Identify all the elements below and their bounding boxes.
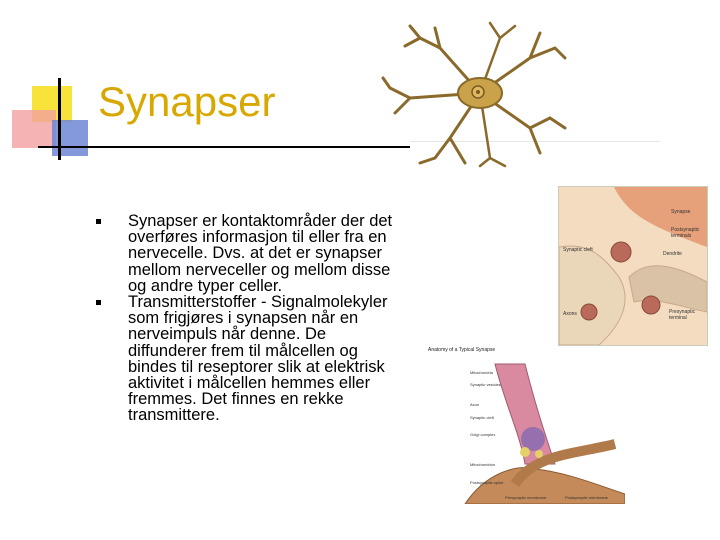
postsynaptic-label: Postsynaptic terminals xyxy=(671,227,700,239)
anatomy-illustration xyxy=(425,344,625,504)
bullet-item xyxy=(96,294,396,424)
bullet-item xyxy=(96,213,396,294)
anatomy-label-presynaptic: Presynaptic membrane xyxy=(505,495,547,500)
anatomy-label-golgi: Golgi complex xyxy=(470,432,496,437)
synapse-diagram xyxy=(558,186,708,346)
bullet-square-icon xyxy=(96,300,101,305)
anatomy-label-mitochondria: Mitochondria xyxy=(470,370,493,375)
title-decoration-red xyxy=(12,110,56,148)
anatomy-label-postsynaptic: Postsynaptic membrane xyxy=(565,495,608,500)
anatomy-label-spine: Postsynaptic spine xyxy=(470,480,504,485)
bullet-list xyxy=(96,213,396,424)
anatomy-label-axon: Axon xyxy=(470,402,480,407)
presynaptic-label: Presynaptic terminal xyxy=(669,309,696,321)
anatomy-label-mitochondrion: Mitochondrion xyxy=(470,462,496,467)
bullet-text: Synapser er kontaktområder der det overføres informasjon til eller fra en nervecelle. Dvs. at det er synapser mellom nerveceller og mellom disse og andre typer celler. xyxy=(128,212,393,295)
neuron-illustration xyxy=(380,18,570,168)
anatomy-label-cleft: Synaptic cleft xyxy=(470,415,494,420)
anatomy-caption: Anatomy of a Typical Synapse xyxy=(428,347,496,353)
slide-title: Synapser xyxy=(98,78,276,125)
bullet-square-icon xyxy=(96,219,101,224)
synapse-label: Synapse xyxy=(671,209,691,215)
axons-label: Axons xyxy=(563,311,577,317)
bullet-text: Transmitterstoffer - Signalmolekyler som frigjøres i synapsen når en nerveimpuls når denne. De diffunderer frem til målcellen og bindes til reseptorer slik at elektrisk aktivitet i målcellen hemmes eller fremmes. Det finnes en rekke transmittere. xyxy=(128,293,388,425)
title-horizontal-rule xyxy=(38,146,410,148)
dendrite-label: Dendrite xyxy=(663,251,682,257)
synaptic-cleft-label: Synaptic cleft xyxy=(563,247,593,253)
anatomy-label-vesicles: Synaptic vesicles xyxy=(470,382,501,387)
